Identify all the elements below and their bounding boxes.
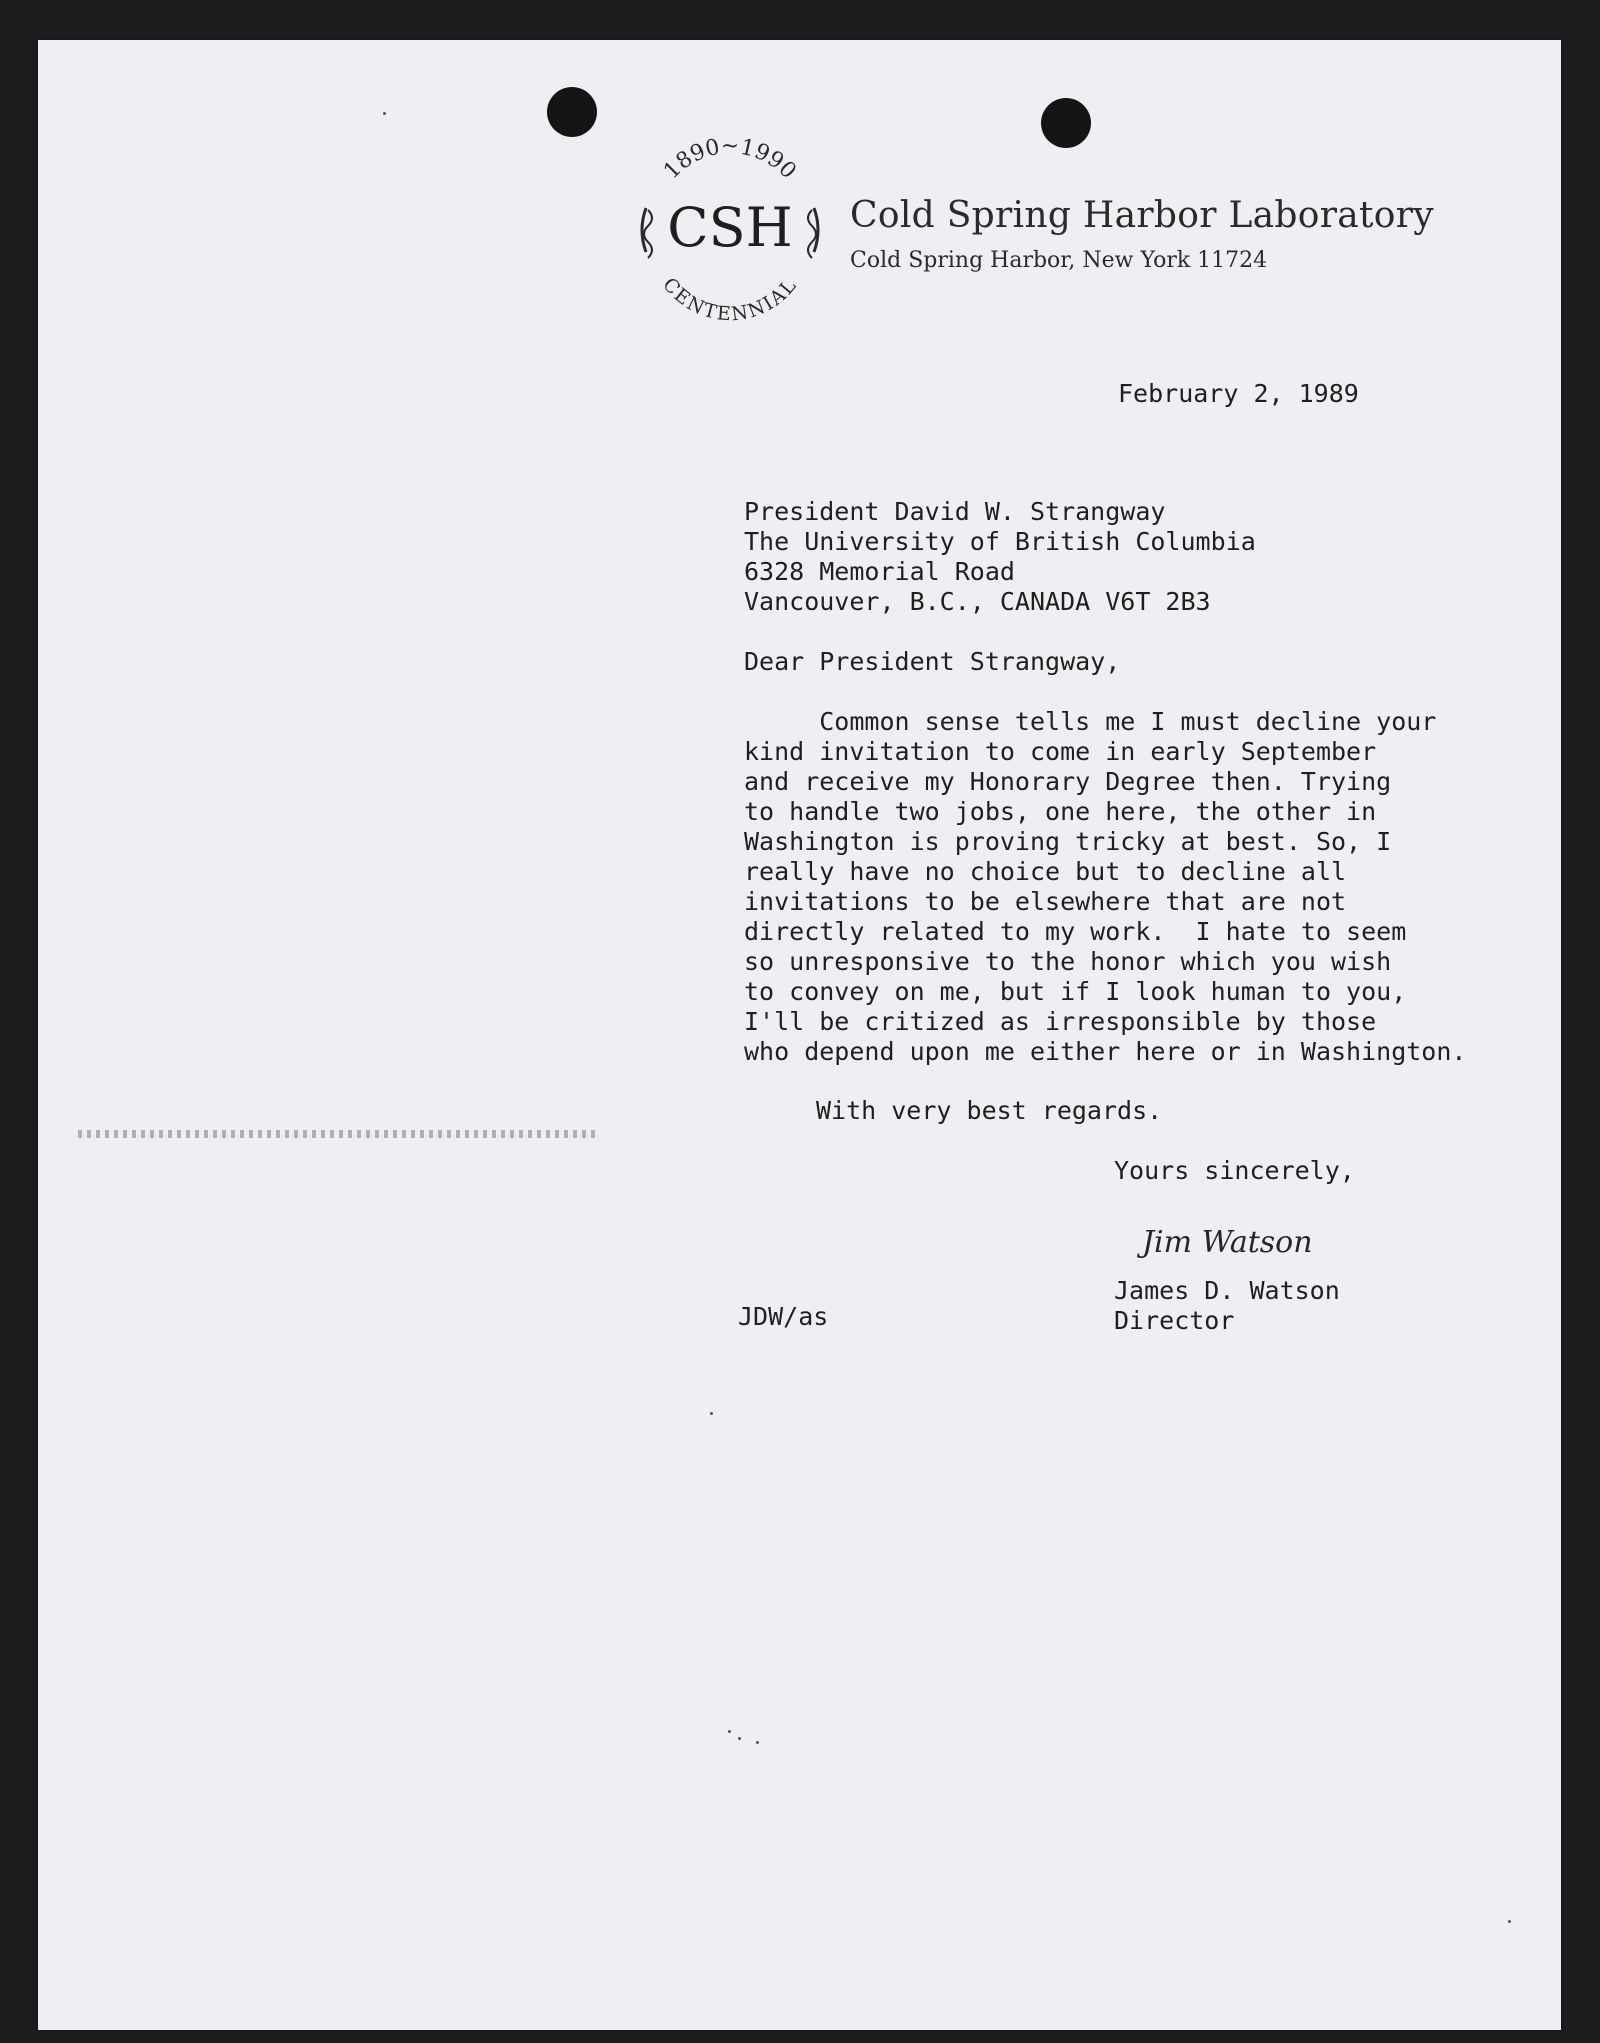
body-line: kind invitation to come in early September (744, 737, 1377, 766)
body-line: Washington is proving tricky at best. So, I (744, 827, 1392, 856)
centennial-seal-logo (618, 118, 842, 342)
speck (756, 1741, 759, 1744)
signer-title: Director (1114, 1306, 1235, 1335)
speck (1508, 1920, 1511, 1923)
handwritten-signature (1136, 1212, 1316, 1268)
letter-date: February 2, 1989 (1118, 379, 1359, 408)
speck (728, 1730, 731, 1733)
recipient-line: President David W. Strangway (744, 497, 1166, 526)
organization-address: Cold Spring Harbor, New York 11724 (850, 248, 1268, 273)
seal-years: 1890~1990 (659, 134, 801, 185)
svg-text:Jim Watson: Jim Watson (1142, 1225, 1313, 1260)
body-line: directly related to my work. I hate to seem (744, 917, 1407, 946)
body-line: and receive my Honorary Degree then. Trying (744, 767, 1392, 796)
speck (383, 112, 386, 115)
letter-page (38, 40, 1561, 2030)
reference-initials: JDW/as (738, 1302, 829, 1331)
punch-hole-right (1041, 98, 1091, 148)
recipient-line: The University of British Columbia (744, 527, 1256, 556)
body-line: I'll be critized as irresponsible by those (744, 1007, 1377, 1036)
recipient-line: 6328 Memorial Road (744, 557, 1015, 586)
scan-streak (78, 1130, 598, 1138)
signer-name: James D. Watson (1114, 1276, 1340, 1305)
seal-initials: CSH (667, 196, 793, 259)
speck (710, 1412, 713, 1415)
recipient-line: Vancouver, B.C., CANADA V6T 2B3 (744, 587, 1211, 616)
body-line: to handle two jobs, one here, the other in (744, 797, 1377, 826)
body-line: to convey on me, but if I look human to you, (744, 977, 1407, 1006)
speck (738, 1737, 741, 1740)
organization-name: Cold Spring Harbor Laboratory (850, 195, 1434, 236)
body-line: really have no choice but to decline all (744, 857, 1347, 886)
regards-line: With very best regards. (816, 1096, 1163, 1125)
body-line: Common sense tells me I must decline your (744, 707, 1437, 736)
seal-word: CENTENNIAL (658, 273, 802, 326)
body-line: invitations to be elsewhere that are not (744, 887, 1347, 916)
body-line: who depend upon me either here or in Washington. (744, 1037, 1467, 1066)
body-line: so unresponsive to the honor which you wish (744, 947, 1392, 976)
closing-line: Yours sincerely, (1114, 1156, 1355, 1185)
punch-hole-left (547, 87, 597, 137)
salutation: Dear President Strangway, (744, 647, 1121, 676)
